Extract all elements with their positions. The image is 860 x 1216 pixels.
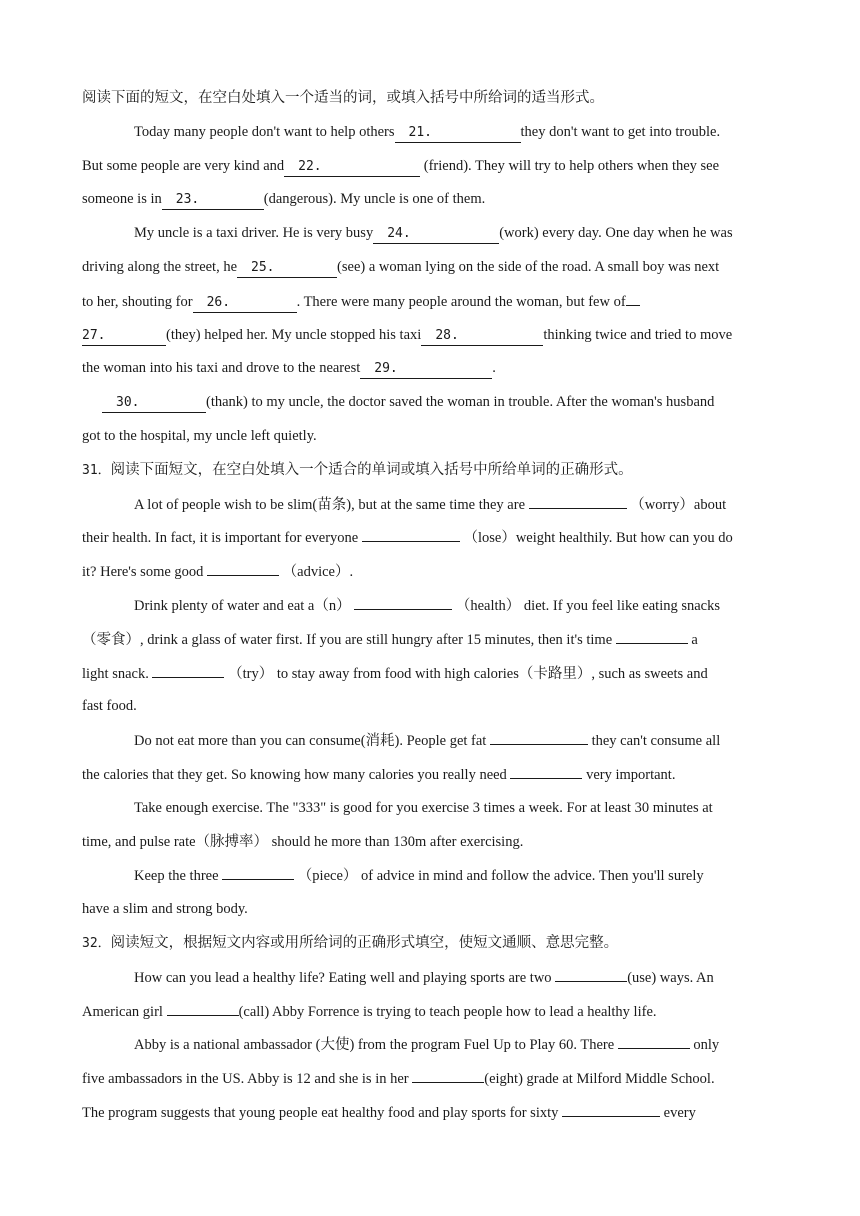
blank-use[interactable]: [555, 961, 627, 982]
text: （try） to stay away from food with high calories（卡路里）, such as sweets and: [228, 665, 708, 682]
text: .: [492, 360, 496, 377]
text: Drink plenty of water and eat a（n）: [134, 597, 351, 614]
instruction-text: 阅读下面的短文，在空白处填入一个适当的词，或填入括号中所给词的适当形式。: [82, 90, 604, 106]
text: time, and pulse rate（脉搏率） should he more than 130m after exercising.: [82, 833, 524, 850]
text: (use) ways. An: [627, 969, 714, 986]
blank-call[interactable]: [167, 995, 239, 1016]
blank-number: 25.: [251, 259, 275, 275]
paragraph-line: [82, 792, 780, 826]
text: the calories that they get. So knowing how many calories you really need: [82, 766, 507, 783]
text: （health） diet. If you feel like eating snacks: [455, 597, 721, 614]
blank-number: 26.: [206, 294, 231, 310]
blank-advice[interactable]: [207, 555, 279, 576]
question-31-heading: [82, 454, 780, 488]
text: they don't want to get into trouble.: [520, 123, 721, 140]
text: (dangerous). My uncle is one of them.: [263, 191, 486, 208]
blank-30[interactable]: [102, 392, 206, 413]
text: light snack.: [82, 665, 149, 682]
text: (work) every day. One day when he was: [499, 225, 733, 242]
blank-number: 24.: [387, 226, 411, 242]
blank-eight[interactable]: [412, 1062, 484, 1083]
blank-try[interactable]: [152, 657, 224, 678]
paragraph-line: [82, 859, 780, 893]
text: every: [663, 1104, 696, 1121]
instruction-text: 阅读下面短文，在空白处填入一个适合的单词或填入括号中所给单词的正确形式。: [110, 461, 633, 478]
text: driving along the street, he: [82, 258, 238, 275]
blank-26[interactable]: [193, 292, 297, 313]
text: their health. In fact, it is important for everyone: [82, 530, 359, 547]
paragraph-line: [82, 657, 780, 691]
blank-27[interactable]: [82, 325, 166, 346]
blank-number: 28.: [435, 327, 459, 343]
paragraph-line: [82, 1028, 780, 1062]
blank-number: 29.: [374, 361, 398, 377]
blank-is[interactable]: [510, 758, 582, 779]
text: （piece） of advice in mind and follow the advice. Then you'll surely: [297, 868, 704, 885]
text: a: [691, 631, 698, 648]
paragraph-line: [82, 758, 780, 792]
text: A lot of people wish to be slim(苗条), but at the same time they are: [134, 496, 526, 513]
paragraph-line: [82, 352, 780, 386]
text: to her, shouting for: [82, 293, 193, 310]
paragraph-line: [82, 521, 780, 555]
paragraph-line: [82, 183, 780, 217]
blank-lose[interactable]: [362, 521, 460, 542]
text: Abby is a national ambassador (大使) from the program Fuel Up to Play 60. There: [134, 1037, 615, 1054]
text: （worry）about: [630, 496, 727, 513]
text: The program suggests that young people eat healthy food and play sports for sixty: [82, 1104, 559, 1121]
paragraph-line: [82, 150, 780, 184]
paragraph-line: [82, 319, 780, 353]
text: (eight) grade at Milford Middle School.: [484, 1071, 715, 1088]
blank-21[interactable]: [395, 122, 521, 143]
question-number: 31．: [82, 462, 111, 478]
text: American girl: [82, 1003, 163, 1020]
text: Take enough exercise. The "333" is good for you exercise 3 times a week. For at least 30 minutes at: [134, 799, 713, 816]
paragraph-line: [82, 217, 780, 251]
text: only: [693, 1037, 720, 1054]
paragraph-line: [82, 589, 780, 623]
blank-because[interactable]: [490, 724, 588, 745]
text: How can you lead a healthy life? Eating well and playing sports are two: [134, 969, 552, 986]
paragraph-line: [82, 251, 780, 285]
text: they can't consume all: [591, 733, 721, 750]
blank-worry[interactable]: [529, 488, 627, 509]
blank-24[interactable]: [373, 223, 499, 244]
text: But some people are very kind and: [82, 157, 285, 174]
paragraph-line: [82, 488, 780, 522]
paragraph-line: [82, 690, 780, 724]
text: thinking twice and tried to move: [543, 326, 733, 343]
text: five ambassadors in the US. Abby is 12 and she is in her: [82, 1071, 409, 1088]
text: fast food.: [82, 698, 137, 715]
text: My uncle is a taxi driver. He is very busy: [134, 225, 374, 242]
text: it? Here's some good: [82, 564, 204, 581]
text: (thank) to my uncle, the doctor saved the woman in trouble. After the woman's husband: [206, 394, 715, 411]
text: someone is in: [82, 191, 162, 208]
text: Keep the three: [134, 868, 219, 885]
blank-23[interactable]: [162, 189, 264, 210]
instruction-text: 阅读短文，根据短文内容或用所给词的正确形式填空，使短文通顺、意思完整。: [110, 934, 619, 951]
document-page: [82, 82, 780, 1130]
paragraph-line: [82, 961, 780, 995]
text: got to the hospital, my uncle left quietly.: [82, 427, 317, 444]
blank-health[interactable]: [354, 589, 452, 610]
paragraph-line: [82, 995, 780, 1029]
blank-time[interactable]: [616, 623, 688, 644]
blank-22[interactable]: [284, 156, 420, 177]
blank-minutes[interactable]: [562, 1096, 660, 1117]
text: Today many people don't want to help others: [134, 123, 395, 140]
paragraph-line: [82, 555, 780, 589]
blank-number: 21.: [408, 124, 433, 140]
paragraph-line: [82, 420, 780, 454]
text: . There were many people around the woman, but few of: [296, 293, 626, 310]
blank-piece[interactable]: [222, 859, 294, 880]
text: （lose）weight healthily. But how can you do: [463, 530, 733, 547]
instruction-1: [82, 82, 780, 116]
text: the woman into his taxi and drove to the nearest: [82, 360, 361, 377]
text: (they) helped her. My uncle stopped his taxi: [166, 326, 422, 343]
text: very important.: [586, 766, 676, 783]
text: （advice）.: [282, 564, 354, 581]
blank-25[interactable]: [237, 257, 337, 278]
blank-28[interactable]: [421, 325, 543, 346]
text: (friend). They will try to help others when they see: [420, 157, 720, 174]
paragraph-line: [82, 386, 780, 420]
text: (see) a woman lying on the side of the road. A small boy was next: [337, 258, 720, 275]
blank-are[interactable]: [618, 1028, 690, 1049]
paragraph-line: [82, 285, 780, 319]
question-32-heading: [82, 927, 780, 961]
text: (call) Abby Forrence is trying to teach people how to lead a healthy life.: [238, 1003, 657, 1020]
question-number: 32．: [82, 935, 111, 951]
blank-29[interactable]: [360, 358, 492, 379]
blank-number: 27.: [82, 327, 106, 343]
blank-number: 30.: [116, 395, 140, 411]
paragraph-line: [82, 116, 780, 150]
paragraph-line: [82, 826, 780, 860]
blank-27-start: [626, 285, 640, 306]
paragraph-line: [82, 724, 780, 758]
blank-number: 22.: [298, 158, 322, 174]
text: Do not eat more than you can consume(消耗). People get fat: [134, 733, 487, 750]
paragraph-line: [82, 893, 780, 927]
paragraph-line: [82, 623, 780, 657]
paragraph-line: [82, 1096, 780, 1130]
text: have a slim and strong body.: [82, 901, 248, 918]
blank-number: 23.: [175, 192, 200, 208]
paragraph-line: [82, 1062, 780, 1096]
text: （零食）, drink a glass of water first. If you are still hungry after 15 minutes, then it's time: [82, 631, 613, 648]
